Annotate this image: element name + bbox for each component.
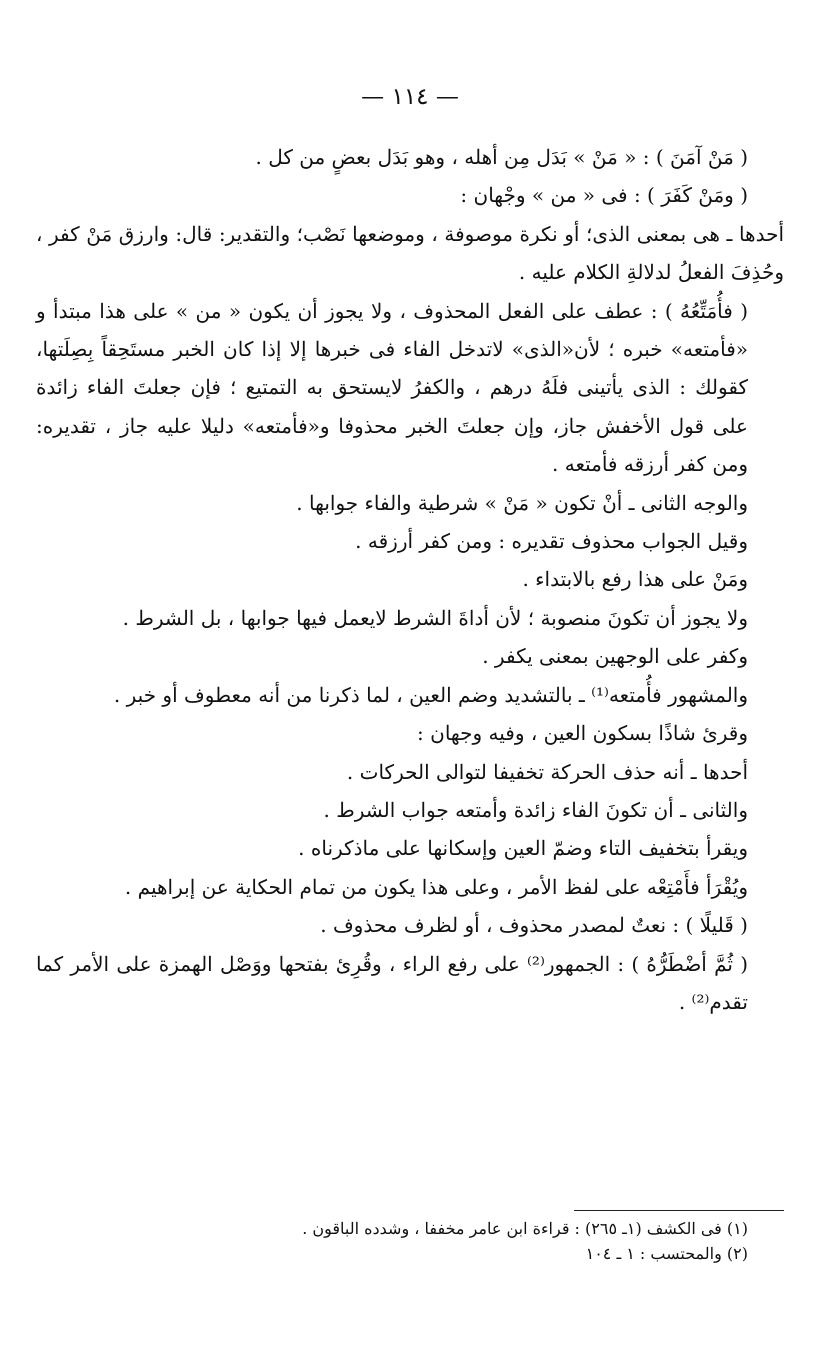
page-number: — ١١٤ — [361,84,459,110]
footnote: (٢) والمحتسب : ١ ـ ١٠٤ [585,1244,748,1263]
paragraph: ومَنْ على هذا رفع بالابتداء . [522,567,748,592]
paragraph: وقرئ شاذًا بسكون العين ، وفيه وجهان : [417,721,748,746]
paragraph: ويقرأ بتخفيف التاء وضمّ العين وإسكانها على ماذكرناه . [298,836,748,861]
footnote: (١) فى الكشف (١ـ ٢٦٥) : قراءة ابن عامر مخففا ، وشدده الباقون . [302,1219,748,1238]
footnote-divider [574,1210,784,1211]
paragraph: ( قَليلًا ) : نعتٌ لمصدر محذوف ، أو لظرف محذوف . [320,913,748,938]
paragraph: والوجه الثانى ـ أنْ تكون « مَنْ » شرطية والفاء جوابها . [296,490,748,515]
paragraph: ولا يجوز أن تكونَ منصوبة ؛ لأن أداةَ الشرط لايعمل فيها جوابها ، بل الشرط . [122,605,748,630]
paragraph: والثانى ـ أن تكونَ الفاء زائدة وأمتعه جواب الشرط . [323,797,748,822]
paragraph: وقيل الجواب محذوف تقديره : ومن كفر أرزقه . [355,529,748,554]
paragraph: ( ثُمَّ أضْطَرُّهُ ) : الجمهور⁽²⁾ على رفع الراء ، وقُرِئ بفتحها ووَصْل الهمزة على الأمر كما تقدم⁽²⁾ . [36,951,748,1014]
paragraph: أحدها ـ هى بمعنى الذى؛ أو نكرة موصوفة ، وموضعها نَصْب؛ والتقدير: قال: وارزق مَنْ كفر ، وحُذِفَ الفعلُ لدلالةِ الكلام عليه . [36,221,784,285]
paragraph: ( ومَنْ كَفَرَ ) : فى « من » وجْهان : [460,183,748,208]
body-text [36,138,784,1021]
paragraph: أحدها ـ أنه حذف الحركة تخفيفا لتوالى الحركات . [346,759,748,784]
paragraph: ويُقْرَأ فأَمْتِعْه على لفظ الأمر ، وعلى هذا يكون من تمام الحكاية عن إبراهيم . [124,874,748,899]
footnotes [36,1216,748,1266]
paragraph: والمشهور فأُمتعه⁽¹⁾ ـ بالتشديد وضم العين ، لما ذكرنا من أنه معطوف أو خبر . [113,682,748,707]
paragraph: وكفر على الوجهين بمعنى يكفر . [482,644,748,669]
paragraph: ( مَنْ آمَنَ ) : « مَنْ » بَدَل مِن أهله ، وهو بَدَل بعضٍ من كل . [255,145,748,169]
paragraph: ( فأُمَتِّعُهُ ) : عطف على الفعل المحذوف ، ولا يجوز أن يكون « من » على هذا مبتدأ و «فأمتعه» خبره ؛ لأن«الذى» لاتدخل الفاء فى خبرها إلا إذا كان الخبر مستَحِقاً بِصِلَتها، كقولك : الذى يأتينى فلَهُ درهم ، والكفرُ لايستحق به التمتيع ؛ فإن جعلتَ الفاء زائدة على قول الأخفش جاز، وإن جعلتَ الخبر محذوفا و«فأمتعه» دليلا عليه جاز ، تقديره: ومن كفر أرزقه فأمتعه . [36,298,749,477]
